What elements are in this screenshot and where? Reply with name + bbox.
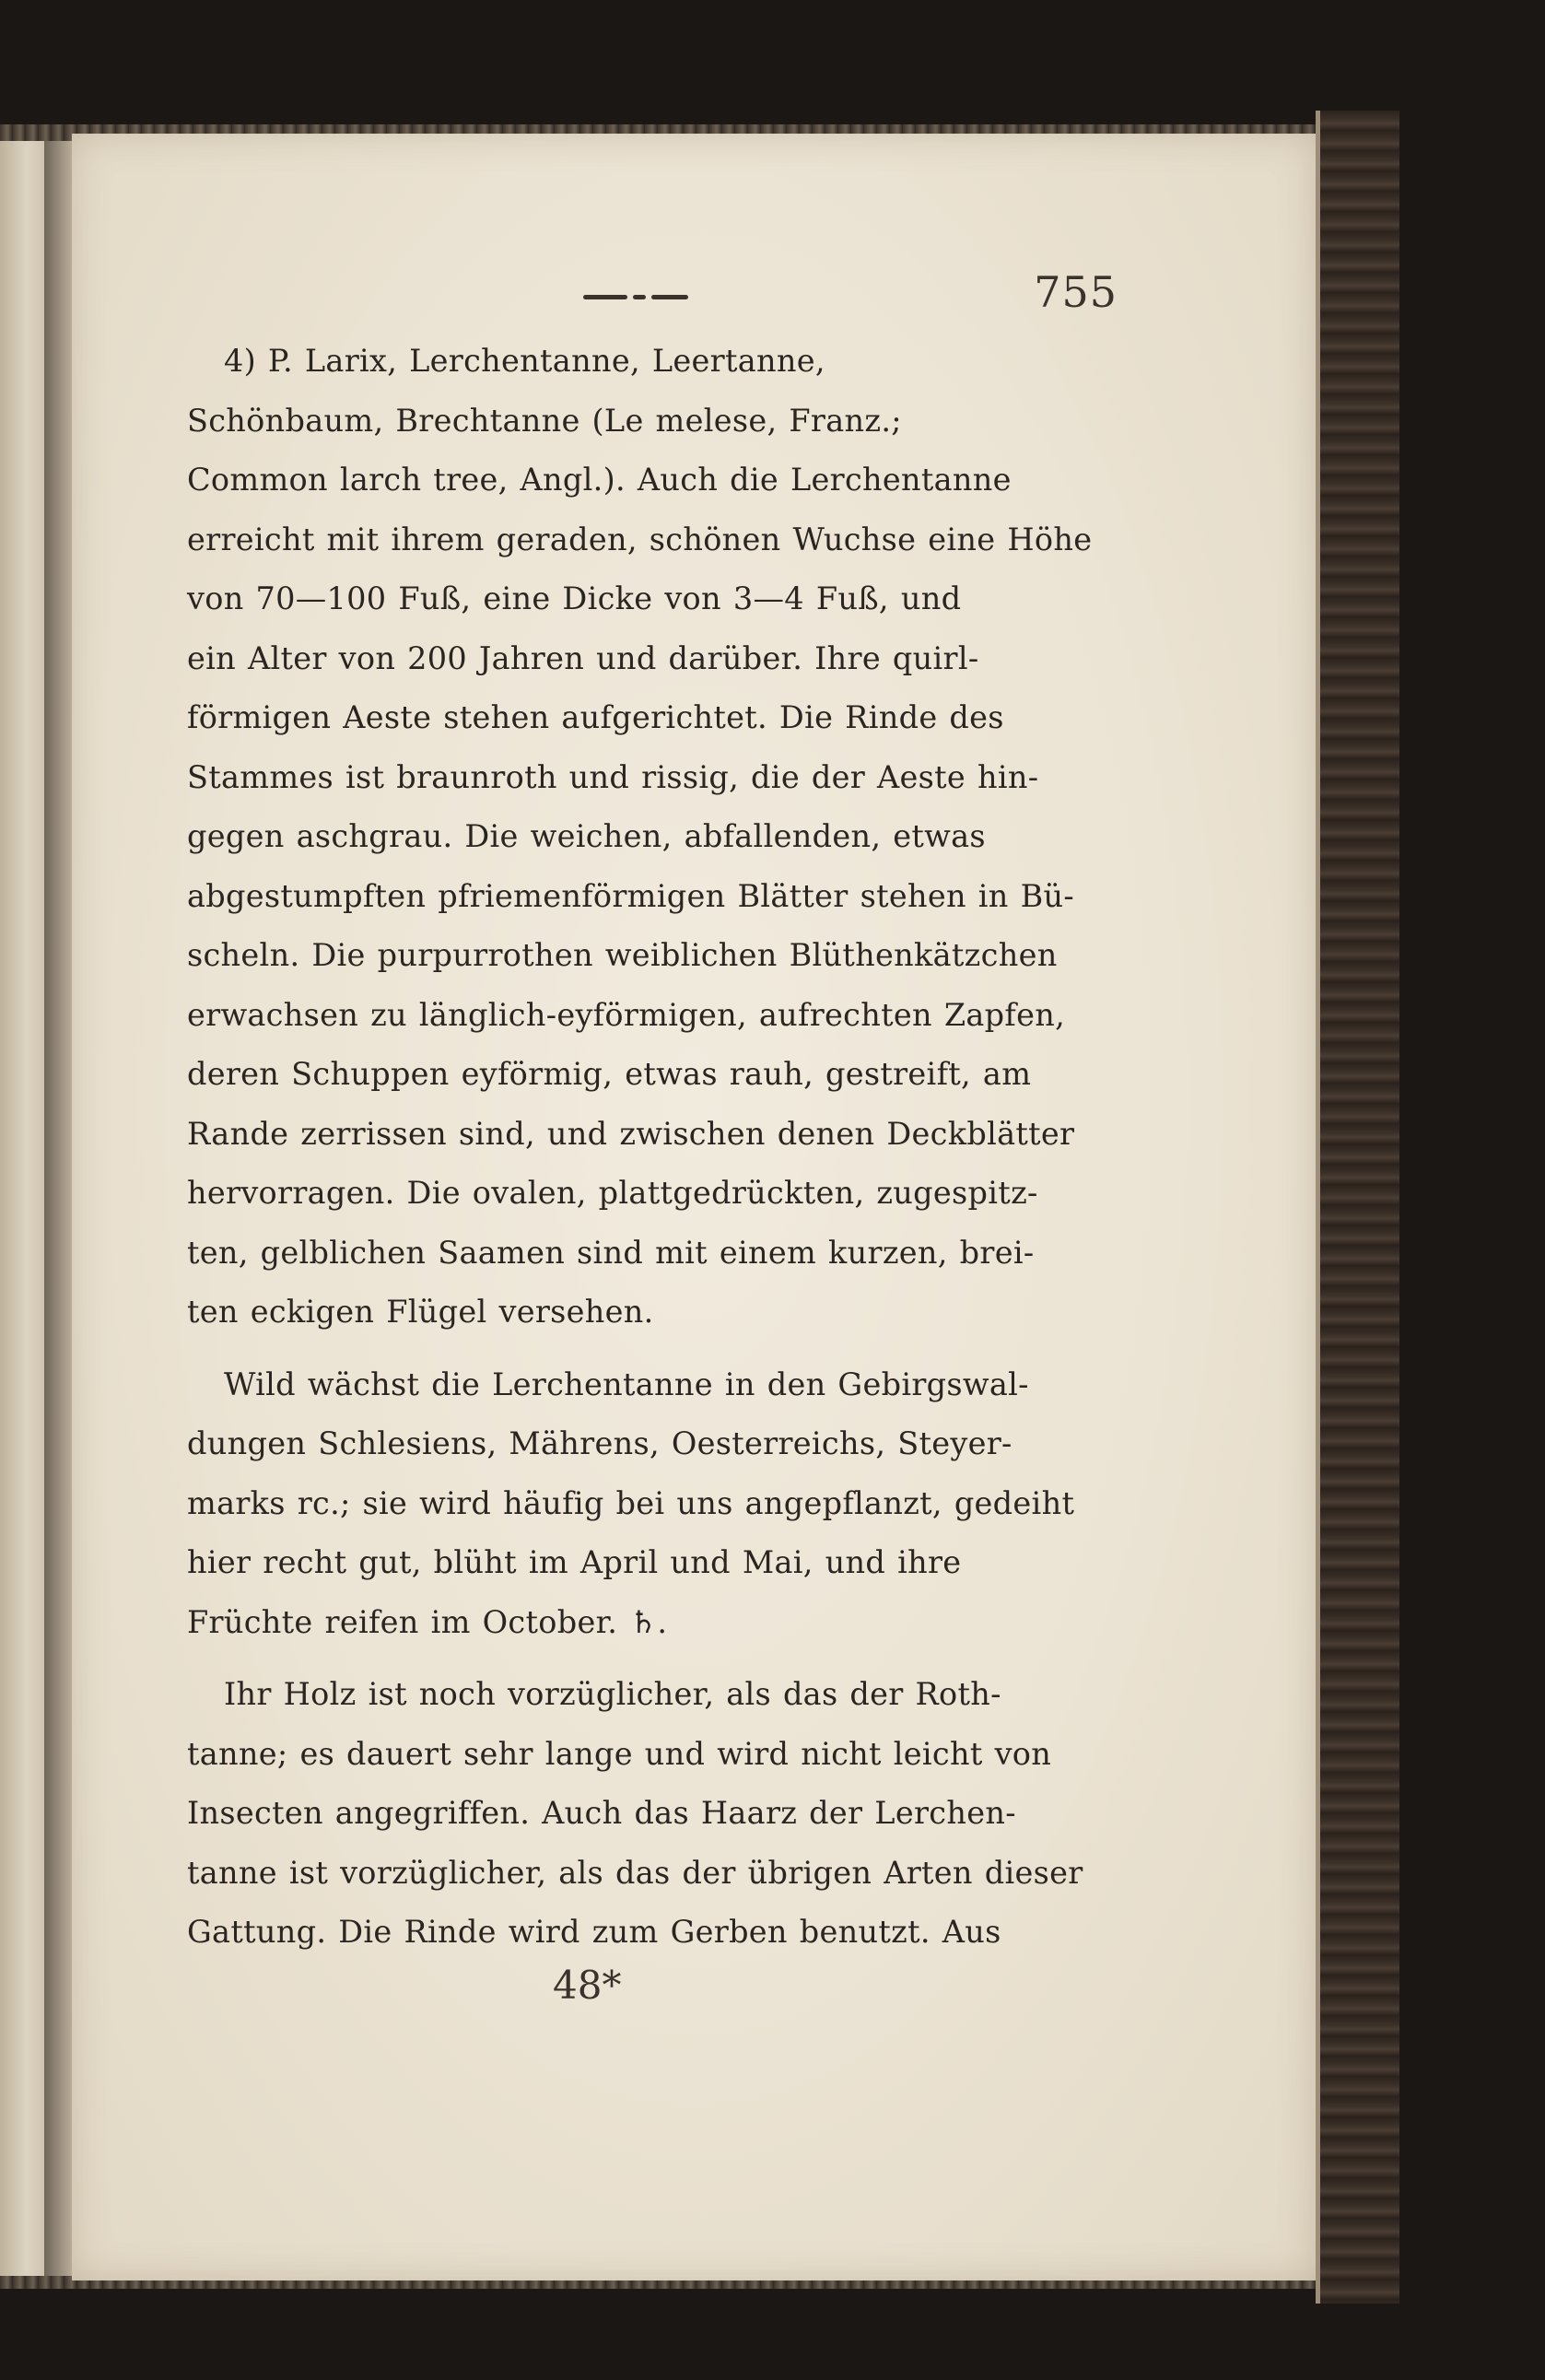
text-line: tanne ist vorzüglicher, als das der übrigen Arten dieser	[187, 1854, 1083, 1891]
text-line: Stammes ist braunroth und rissig, die der Aeste hin-	[187, 758, 1039, 795]
text-line: ten eckigen Flügel versehen.	[187, 1294, 654, 1330]
text-line: abgestumpften pfriemenförmigen Blätter stehen in Bü-	[187, 877, 1075, 914]
text-line: gegen aschgrau. Die weichen, abfallenden, etwas	[187, 818, 986, 854]
text-line: 4) P. Larix, Lerchentanne, Leertanne,	[224, 343, 825, 379]
text-line: Schönbaum, Brechtanne (Le melese, Franz.;	[187, 402, 902, 439]
text-line: ein Alter von 200 Jahren und darüber. Ihre quirl-	[187, 639, 979, 676]
text-line: erwachsen zu länglich-eyförmigen, aufrechten Zapfen,	[187, 996, 1066, 1033]
text-line: erreicht mit ihrem geraden, schönen Wuchse eine Höhe	[187, 521, 1093, 557]
text-line: Rande zerrissen sind, und zwischen denen Deckblätter	[187, 1115, 1075, 1152]
page-content	[187, 267, 1118, 1963]
text-line: Ihr Holz ist noch vorzüglicher, als das der Roth-	[224, 1676, 1001, 1712]
text-line: ten, gelblichen Saamen sind mit einem kurzen, brei-	[187, 1234, 1035, 1271]
paragraph-larix	[187, 332, 1118, 1342]
paragraph-habitat	[187, 1355, 1118, 1653]
text-line: deren Schuppen eyförmig, etwas rauh, gestreift, am	[187, 1056, 1032, 1092]
header-ornament-icon	[583, 295, 703, 302]
text-line: Früchte reifen im October. ♄.	[187, 1603, 668, 1640]
text-line: von 70—100 Fuß, eine Dicke von 3—4 Fuß, und	[187, 580, 962, 616]
signature-mark: 48*	[553, 1963, 622, 2008]
left-page-edge	[0, 138, 47, 2285]
text-line: tanne; es dauert sehr lange und wird nicht leicht von	[187, 1735, 1052, 1772]
text-line: dungen Schlesiens, Mährens, Oesterreichs, Steyer-	[187, 1425, 1012, 1461]
text-line: scheln. Die purpurrothen weiblichen Blüthenkätzchen	[187, 937, 1058, 973]
page-number: 755	[1034, 267, 1118, 317]
text-line: Wild wächst die Lerchentanne in den Gebirgswal-	[224, 1366, 1029, 1402]
book-binding	[1316, 111, 1399, 2304]
running-header	[187, 267, 1118, 332]
text-line: hervorragen. Die ovalen, plattgedrückten, zugespitz-	[187, 1175, 1038, 1211]
text-line: Common larch tree, Angl.). Auch die Lerchentanne	[187, 462, 1012, 498]
text-line: marks rc.; sie wird häufig bei uns angepflanzt, gedeiht	[187, 1484, 1075, 1521]
text-line: Gattung. Die Rinde wird zum Gerben benutzt. Aus	[187, 1914, 1001, 1950]
text-line: hier recht gut, blüht im April und Mai, und ihre	[187, 1544, 962, 1580]
book-gutter	[44, 138, 72, 2285]
paragraph-wood	[187, 1665, 1118, 1963]
text-line: förmigen Aeste stehen aufgerichtet. Die Rinde des	[187, 699, 1004, 735]
text-line: Insecten angegriffen. Auch das Haarz der Lerchen-	[187, 1795, 1016, 1831]
